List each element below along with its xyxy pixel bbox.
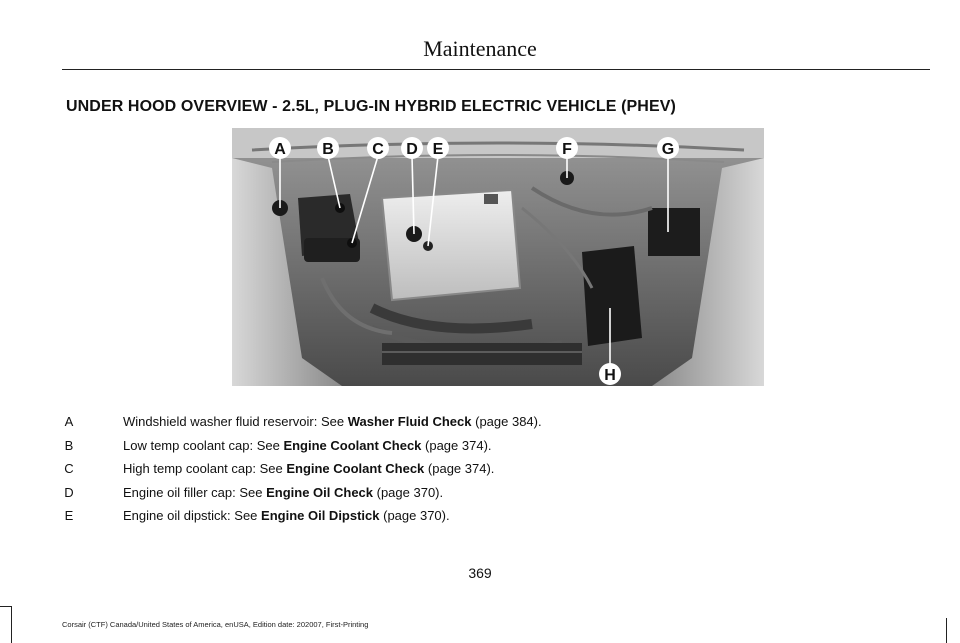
page-number: 369 [468, 565, 492, 581]
legend-row [62, 414, 762, 438]
legend-text: Windshield washer fluid reservoir: See Washer Fluid Check (page 384). [123, 414, 542, 429]
legend-letter: E [64, 508, 74, 523]
figure-label-f: F [562, 141, 572, 158]
under-hood-figure [232, 128, 764, 386]
crop-mark-left [11, 606, 12, 643]
battery [648, 208, 700, 256]
legend-ref-link[interactable]: Engine Coolant Check [283, 437, 422, 453]
legend-row [62, 485, 762, 509]
legend-ref-link[interactable]: Engine Oil Dipstick [261, 508, 380, 523]
crop-mark-left-horizontal [0, 606, 12, 607]
legend-row [62, 508, 762, 532]
figure-label-c: C [372, 141, 384, 158]
section-heading: UNDER HOOD OVERVIEW - 2.5L, PLUG-IN HYBRID ELECTRIC VEHICLE (PHEV) [66, 98, 676, 115]
legend-ref-link[interactable]: Engine Oil Check [266, 484, 374, 500]
legend-letter: B [64, 437, 74, 453]
figure-label-b: B [322, 141, 334, 158]
legend-text: Engine oil dipstick: See Engine Oil Dipstick (page 370). [123, 508, 450, 523]
legend-text: Low temp coolant cap: See Engine Coolant Check (page 374). [123, 437, 492, 453]
legend-letter: D [64, 484, 74, 500]
legend-text: High temp coolant cap: See Engine Coolant Check (page 374). [123, 461, 495, 476]
legend-row [62, 461, 762, 485]
legend-list [62, 414, 762, 532]
figure-label-a: A [274, 141, 286, 158]
figure-label-e: E [432, 141, 444, 158]
figure-label-g: G [661, 141, 675, 158]
legend-row [62, 438, 762, 462]
header-rule [62, 69, 930, 70]
legend-letter: A [64, 414, 74, 429]
figure-label-d: D [406, 141, 418, 158]
legend-text: Engine oil filler cap: See Engine Oil Check (page 370). [123, 484, 444, 500]
legend-letter: C [64, 461, 74, 476]
page-header-title: Maintenance [423, 36, 537, 61]
legend-ref-link[interactable]: Washer Fluid Check [347, 414, 472, 429]
footer-edition-text: Corsair (CTF) Canada/United States of America, enUSA, Edition date: 202007, First-Printing [62, 620, 369, 629]
engine-cover [382, 190, 520, 300]
figure-label-h: H [604, 367, 616, 384]
legend-ref-link[interactable]: Engine Coolant Check [286, 461, 425, 476]
air-filter-box [582, 246, 642, 346]
crop-mark-right [946, 618, 947, 643]
